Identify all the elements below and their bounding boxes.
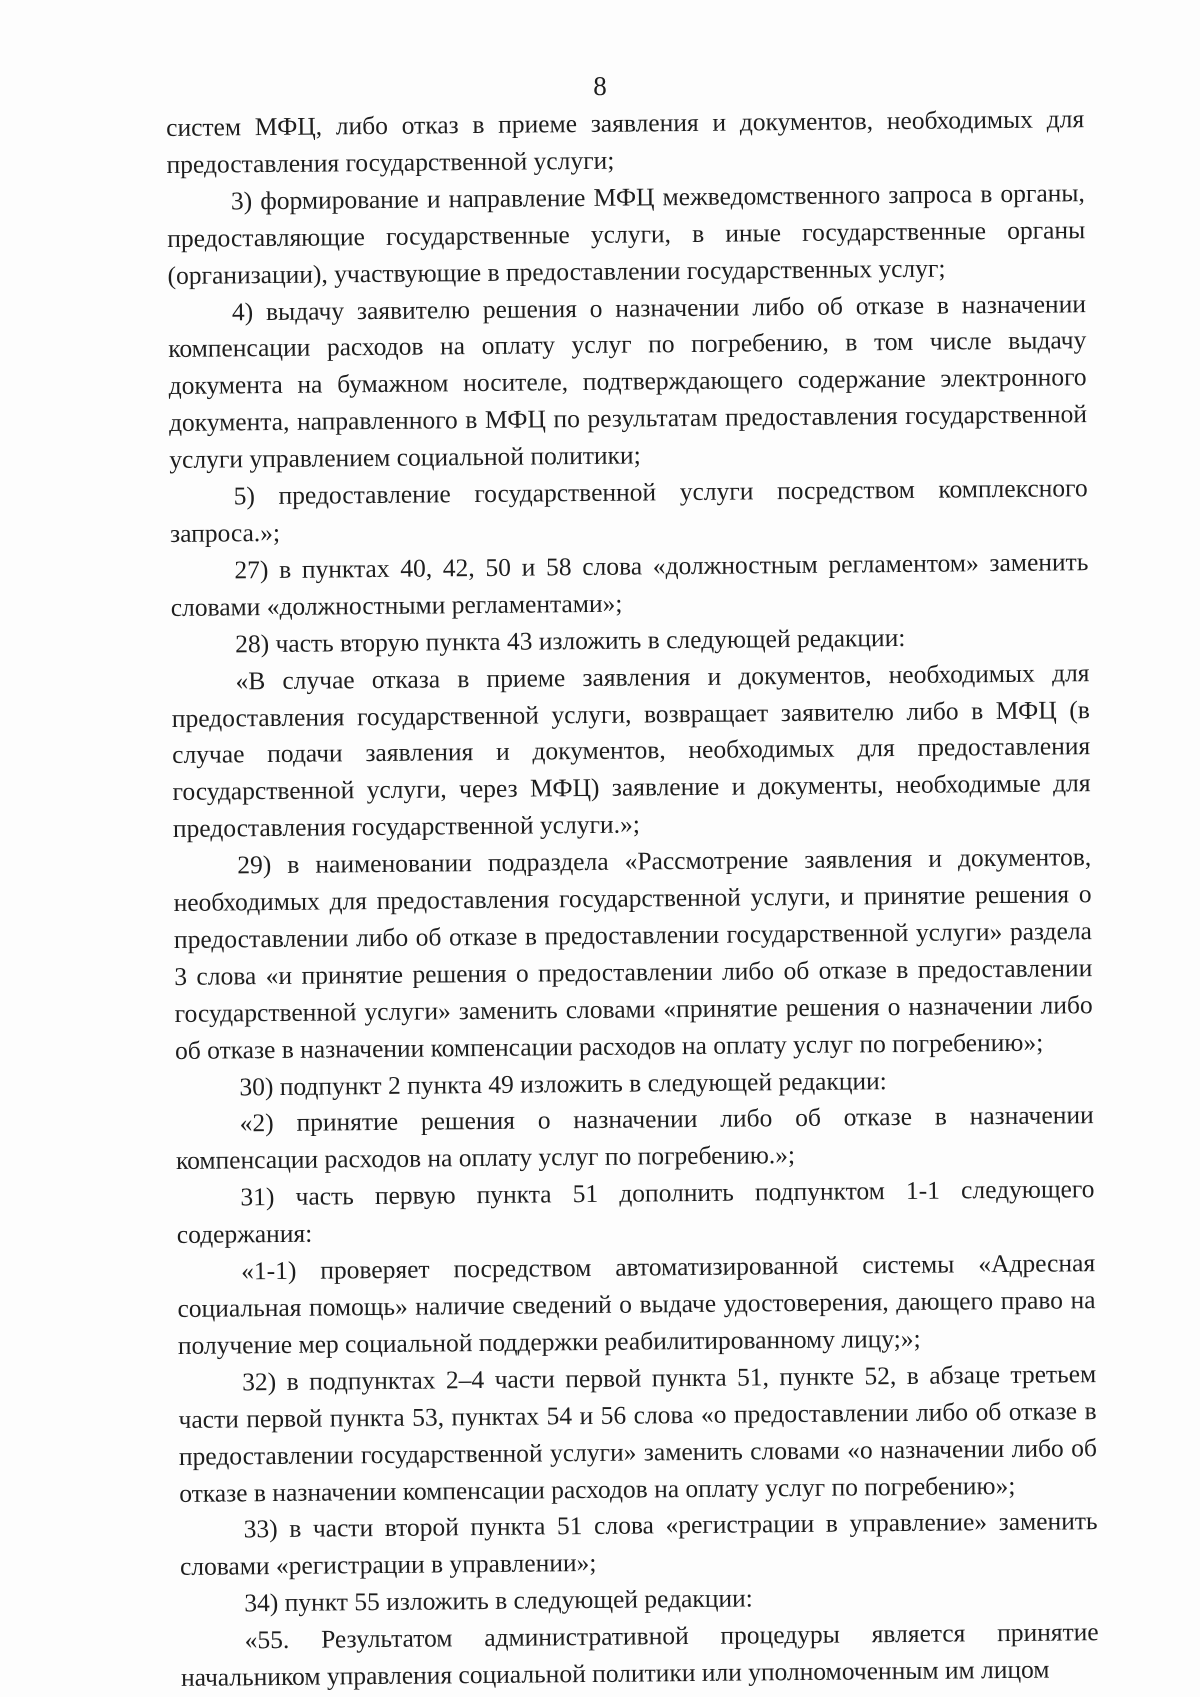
paragraph-item-4: 4) выдачу заявителю решения о назначении либо об отказе в назначении компенсации расходов на оплату услуг по погребению, в том числе выдачу документа на бумажном носителе, подтверждающего содержание электронного документа, направленного в МФЦ по результатам предоставления государственной услуги управлением социальной политики; — [168, 288, 1088, 475]
paragraph-item-5: 5) предоставление государственной услуги посредством комплексного запроса.»; — [169, 473, 1088, 548]
paragraph-item-33: 33) в части второй пункта 51 слова «регистрации в управление» заменить словами «регистрации в управлении»; — [179, 1506, 1098, 1582]
paragraph-item-28: 28) часть вторую пункта 43 изложить в следующей редакции: — [234, 622, 906, 659]
page-number: 8 — [593, 71, 607, 101]
paragraph-quote-43: «В случае отказа в приеме заявления и документов, необходимых для предоставления государственной услуги, возвращает заявителю либо в МФЦ (в случае подачи заявления и документов, необходимых для предоставления государственной услуги, через МФЦ) заявление и документы, необходимые для предоставления государственной услуги.»; — [171, 657, 1091, 844]
paragraph-item-31: 31) часть первую пункта 51 дополнить подпунктом 1-1 следующего содержания: — [176, 1174, 1095, 1250]
paragraph-item-27: 27) в пунктах 40, 42, 50 и 58 слова «должностным регламентом» заменить словами «должностными регламентами»; — [170, 547, 1089, 622]
paragraph-quote-55: «55. Результатом административной процедуры является принятие начальником управления социальной политики или уполномоченным им лицом — [180, 1617, 1099, 1692]
paragraph-quote-51: «1-1) проверяет посредством автоматизированной системы «Адресная социальная помощь» наличие сведений о выдаче удостоверения, дающего право на получение мер социальной поддержки реабилитированному лицу;»; — [177, 1248, 1096, 1360]
paragraph-item-30: 30) подпункт 2 пункта 49 изложить в следующей редакции: — [239, 1065, 887, 1101]
paragraph-continuation: систем МФЦ, либо отказ в приеме заявления и документов, необходимых для предоставления государственной услуги; — [166, 104, 1085, 179]
paragraph-item-32: 32) в подпунктах 2–4 части первой пункта 51, пункте 52, в абзаце третьем части первой пункта 53, пунктах 54 и 56 слова «о предоставлении либо об отказе в предоставлении государственной услуги» заменить словами «о назначении либо об отказе в назначении компенсации расходов на оплату услуг по погребению»; — [178, 1358, 1098, 1508]
document-body — [166, 101, 1099, 1697]
paragraph-item-34: 34) пункт 55 изложить в следующей редакции: — [244, 1583, 753, 1618]
paragraph-quote-49: «2) принятие решения о назначении либо об отказе в назначении компенсации расходов на оплату услуг по погребению.»; — [175, 1100, 1094, 1176]
paragraph-item-3: 3) формирование и направление МФЦ межведомственного запроса в органы, предоставляющие государственные услуги, в иные государственные органы (организации), участвующие в предоставлении государственных услуг; — [167, 177, 1086, 290]
paragraph-item-29: 29) в наименовании подраздела «Рассмотрение заявления и документов, необходимых для предоставления государственной услуги, и принятие решения о предоставлении либо об отказе в предоставлении государственной услуги» раздела 3 слова «и принятие решения о предоставлении либо об отказе в предоставлении государственной услуги» заменить словами «принятие решения о назначении либо об отказе в назначении компенсации расходов на оплату услуг по погребению»; — [173, 842, 1093, 1065]
